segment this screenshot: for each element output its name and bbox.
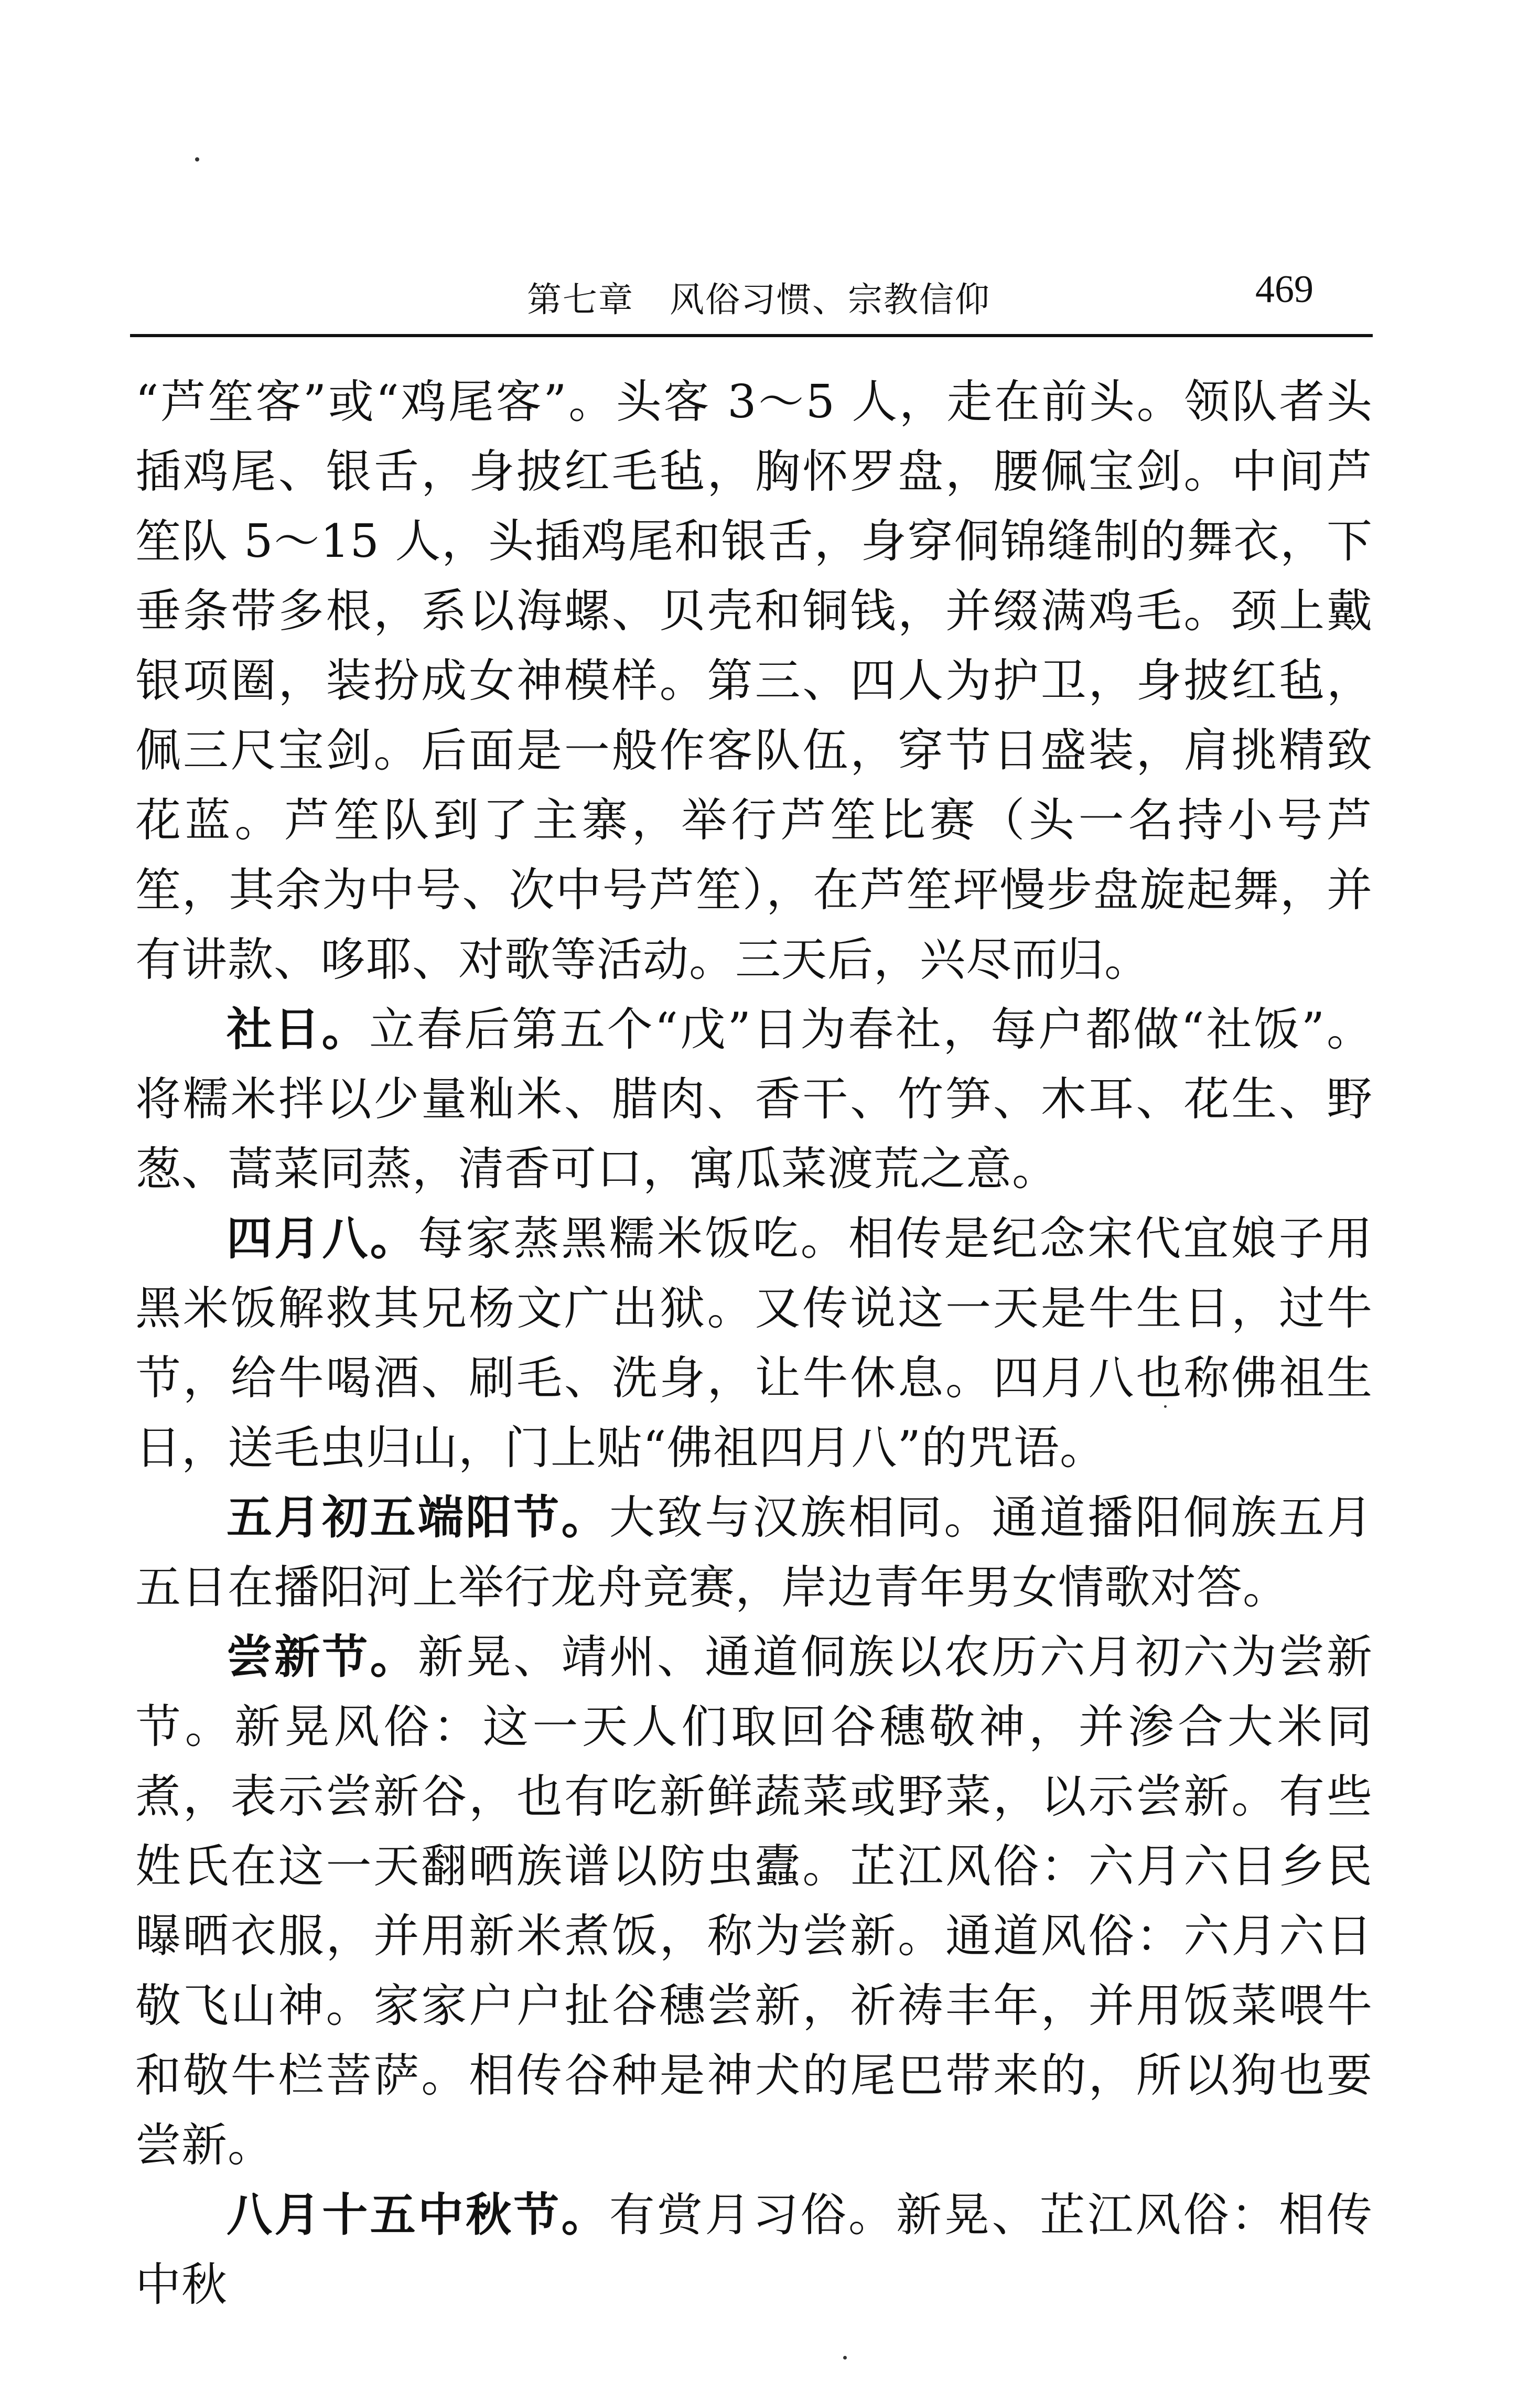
scan-speck [195,157,199,161]
paragraph-lusheng-guests [135,367,1373,995]
scan-speck [1164,1405,1167,1408]
paragraph-text: 每家蒸黑糯米饭吃。相传是纪念宋代宜娘子用黑米饭解救其兄杨文广出狱。又传说这一天是牛生日，过牛节，给牛喝酒、刷毛、洗身，让牛休息。四月八也称佛祖生日，送毛虫归山，门上贴“佛祖四月八”的咒语。 [135,1212,1373,1474]
body-text [135,367,1373,2320]
paragraph-text: “芦笙客”或“鸡尾客”。头客 3～5 人，走在前头。领队者头插鸡尾、银舌，身披红毛毡，胸怀罗盘，腰佩宝剑。中间芦笙队 5～15 人，头插鸡尾和银舌，身穿侗锦缝制的舞衣，下垂条带多根，系以海螺、贝壳和铜钱，并缀满鸡毛。颈上戴银项圈，装扮成女神模样。第三、四人为护卫，身披红毡，佩三尺宝剑。后面是一般作客队伍，穿节日盛装，肩挑精致花蓝。芦笙队到了主寨，举行芦笙比赛（头一名持小号芦笙，其余为中号、次中号芦笙），在芦笙坪慢步盘旋起舞，并有讲款、哆耶、对歌等活动。三天后，兴尽而归。 [135,375,1373,986]
scan-speck [843,2356,847,2360]
running-header [128,267,1371,325]
festival-term: 五月初五端阳节。 [227,1491,609,1544]
chapter-title: 第七章 风俗习惯、宗教信仰 [527,279,990,320]
festival-term: 八月十五中秋节。 [227,2188,609,2242]
header-rule [130,334,1373,337]
paragraph-sheri [135,995,1373,1204]
festival-term: 社日。 [227,1003,370,1056]
paragraph-text: 有赏月习俗。新晃、芷江风俗：相传中秋 [135,2188,1373,2311]
festival-term: 尝新节。 [227,1630,418,1684]
paragraph-text: 大致与汉族相同。通道播阳侗族五月五日在播阳河上举行龙舟竞赛，岸边青年男女情歌对答。 [135,1491,1373,1614]
paragraph-changxin [135,1622,1373,2180]
festival-term: 四月八。 [227,1212,418,1265]
paragraph-siyueba [135,1204,1373,1483]
paragraph-text: 新晃、靖州、通道侗族以农历六月初六为尝新节。新晃风俗：这一天人们取回谷穗敬神，并渗合大米同煮，表示尝新谷，也有吃新鲜蔬菜或野菜，以示尝新。有些姓氏在这一天翻晒族谱以防虫蠹。芷江风俗：六月六日乡民曝晒衣服，并用新米煮饭，称为尝新。通道风俗：六月六日敬飞山神。家家户户扯谷穗尝新，祈祷丰年，并用饭菜喂牛和敬牛栏菩萨。相传谷种是神犬的尾巴带来的，所以狗也要尝新。 [135,1630,1373,2172]
page-number: 469 [1255,268,1313,311]
paragraph-zhongqiu [135,2180,1373,2320]
paragraph-text: 立春后第五个“戊”日为春社，每户都做“社饭”。将糯米拌以少量籼米、腊肉、香干、竹笋、木耳、花生、野葱、蒿菜同蒸，清香可口，寓瓜菜渡荒之意。 [135,1003,1373,1195]
paragraph-duanyang [135,1483,1373,1622]
